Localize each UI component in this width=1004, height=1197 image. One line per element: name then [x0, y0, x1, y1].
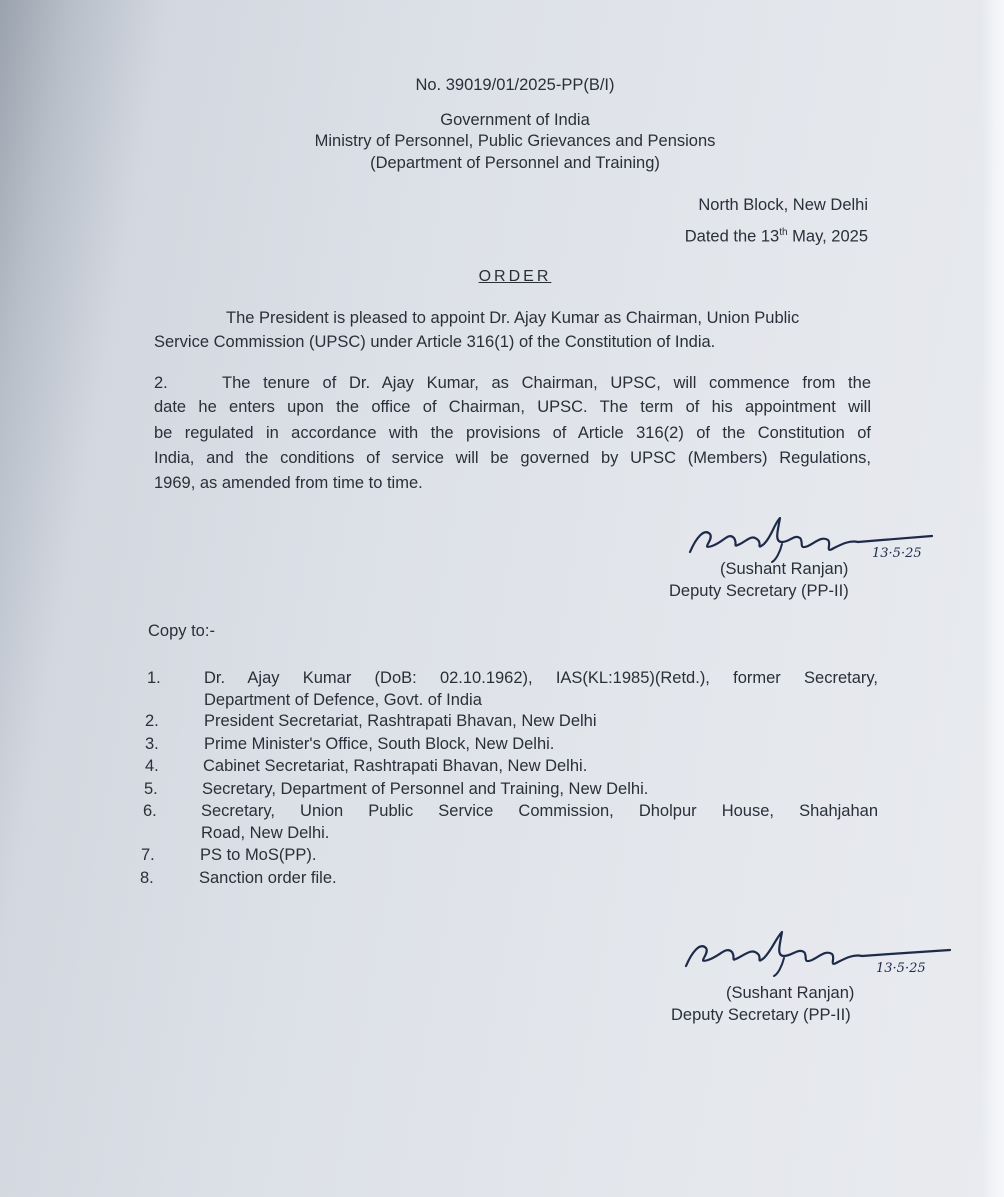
para2-number: 2. — [154, 374, 168, 392]
para2-line4: India, and the conditions of service will be governed by UPSC (Members) Regulations, — [154, 449, 871, 467]
para2-line1: The tenure of Dr. Ajay Kumar, as Chairman, UPSC, will commence from the — [222, 374, 871, 392]
department-name: (Department of Personnel and Training) — [370, 154, 660, 172]
para2-line2: date he enters upon the office of Chairman, UPSC. The term of his appointment will — [154, 398, 871, 416]
document-page: No. 39019/01/2025-PP(B/I) Government of India Ministry of Personnel, Public Grievances and Pensions (Department of Personnel and Training) North Block, New Delhi Dated the 13th May, 2025 ORDER The President is pleased to appoint Dr. Ajay Kumar as Chairman, Union Public Service Commission (UPSC) under Article 316(1) of the Constitution of India. 2. The tenure of Dr. Ajay Kumar, as Chairman, UPSC, will commence from the date he enters upon the office of Chairman, UPSC. The term of his appointment will be regulated in accordance with the provisions of Article 316(2) of the Constitution of India, and the conditions of service will be governed by UPSC (Members) Regulations, 1969, as amended from time to time. 13·5·25 (Sushant Ranjan) Deputy Secretary (PP-II) Copy to:- 1. Dr. Ajay Kumar (DoB: 02.10.1962), IAS(KL:1985)(Retd.), former Secretary, Department of Defence, Govt. of India 2. President Secretariat, Rashtrapati Bhavan, New Delhi 3. Prime Minister's Office, South Block, New Delhi. 4. Cabinet Secretariat, Rashtrapati Bhavan, New Delhi. 5. Secretary, Department of Personnel and Training, New Delhi. 6. Secretary, Union Public Service Commission, Dholpur House, Shahjahan Road, New Delhi. 7. PS to MoS(PP). 8. Sanction order file. 13·5·25 (Sushant Ranjan) Deputy Secretary (PP-II) — [0, 0, 1004, 1197]
signature-2-designation: Deputy Secretary (PP-II) — [671, 1006, 851, 1024]
copy-to-label: Copy to:- — [148, 622, 215, 640]
order-date: Dated the 13th May, 2025 — [684, 227, 868, 246]
signature-2-name: (Sushant Ranjan) — [726, 984, 855, 1002]
signature-1-designation: Deputy Secretary (PP-II) — [669, 582, 849, 600]
paper-edge — [982, 0, 1004, 1197]
signature-1-date: 13·5·25 — [872, 546, 922, 561]
para1-line2: Service Commission (UPSC) under Article 316(1) of the Constitution of India. — [154, 333, 716, 351]
place: North Block, New Delhi — [698, 196, 868, 214]
government-name: Government of India — [440, 111, 590, 129]
order-title: ORDER — [478, 268, 552, 285]
para2-line5: 1969, as amended from time to time. — [154, 474, 423, 492]
para2-line3: be regulated in accordance with the provisions of Article 316(2) of the Constitution of — [154, 424, 871, 442]
signature-1-name: (Sushant Ranjan) — [720, 560, 849, 578]
signature-2-date: 13·5·25 — [876, 961, 926, 976]
reference-number: No. 39019/01/2025-PP(B/I) — [415, 76, 615, 94]
para1-line1: The President is pleased to appoint Dr. Ajay Kumar as Chairman, Union Public — [226, 309, 800, 327]
ministry-name: Ministry of Personnel, Public Grievances and Pensions — [314, 132, 716, 150]
